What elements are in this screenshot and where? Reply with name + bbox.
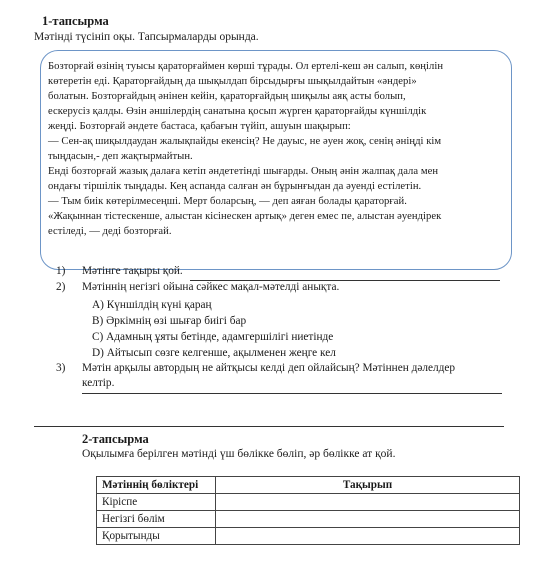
passage-line: ондағы тіршілік тыңдады. Кең аспанда салған ән бұрынғыдан да әуенді естілетін. [48, 181, 422, 192]
passage-line: естіледі, — деді бозторғай. [48, 226, 172, 237]
passage-line: Енді бозторғай жазық далаға кетіп әндететінді шығарды. Оның әнін жалпақ дала мен [48, 166, 439, 177]
table-header-row [97, 477, 520, 494]
passage-line: тыңдасын,- деп жақтырмайтын. [48, 151, 193, 162]
table-cell-part: Кіріспе [97, 494, 216, 511]
question-text: Мәтіннің негізгі ойына сәйкес мақал-мәтелді анықта. [82, 281, 340, 293]
task2-title: 2-тапсырма [82, 432, 149, 446]
task1-instruction: Мәтінді түсініп оқы. Тапсырмаларды орында. [34, 31, 259, 43]
table-row [97, 511, 520, 528]
passage-line: Бозторғай өзінің туысы қараторғаймен көрші тұрады. Ол ертелі-кеш ән салып, көңілін [48, 61, 444, 72]
question-text-continued: келтір. [82, 377, 115, 389]
option-d[interactable]: D) Айтысып сөзге келгенше, ақылменен жеңге кел [92, 347, 336, 359]
question-text: Мәтін арқылы автордың не айтқысы келді деп ойлайсың? Мәтіннен дәлелдер [82, 362, 456, 374]
task1-title: 1-тапсырма [42, 14, 109, 28]
table-cell-title[interactable] [216, 494, 520, 511]
passage-line: — Сен-ақ шиқылдаудан жалықпайды екенсің? Не дауыс, не әуен жоқ, сенің әніңді кім [48, 136, 442, 147]
table-cell-title[interactable] [216, 511, 520, 528]
section-divider [34, 426, 504, 427]
column-header-title: Тақырып [216, 477, 520, 494]
option-c[interactable]: C) Адамның ұяты бетінде, адамгершілігі ниетінде [92, 331, 334, 343]
option-b[interactable]: B) Әркімнің өзі шығар биігі бар [92, 315, 247, 327]
task2-instruction: Оқылымға берілген мәтінді үш бөлікке бөліп, әр бөлікке ат қой. [82, 448, 396, 460]
passage-line: көтеретін еді. Қараторғайдың да шықылдап бірсыдырғы шықылдайтын «әндері» [48, 76, 417, 87]
question-number: 3) [56, 362, 66, 374]
passage-line: ескерусіз қалды. Өзін әншілердің санатына қосып жүрген қараторғайды күншілдік [48, 106, 427, 117]
passage-line: — Тым биік көтерілмесеңші. Мерт боларсың, — деп аяған болады қараторғай. [48, 196, 407, 207]
question-number: 1) [56, 265, 66, 277]
option-a[interactable]: A) Күншілдің күні қараң [92, 299, 212, 311]
question-text: Мәтінге тақыры қой. [82, 265, 183, 277]
table-cell-title[interactable] [216, 528, 520, 545]
passage-line: болатын. Бозторғайдың әнінен кейін, қараторғайдың шиқылы аяқ асты болып, [48, 91, 406, 102]
question-number: 2) [56, 281, 66, 293]
parts-table [96, 476, 520, 545]
answer-line[interactable] [82, 393, 502, 394]
passage-line: жеңді. Бозторғай әндете бастаса, қабағын түйіп, ашуын шақырып: [48, 121, 351, 132]
table-cell-part: Негізгі бөлім [97, 511, 216, 528]
table-cell-part: Қорытынды [97, 528, 216, 545]
table-row [97, 528, 520, 545]
table-row [97, 494, 520, 511]
passage-line: «Жақыннан тістескенше, алыстан кісінескен артық» деген емес пе, алыстан әуендірек [48, 211, 442, 222]
column-header-parts: Мәтіннің бөліктері [97, 477, 216, 494]
